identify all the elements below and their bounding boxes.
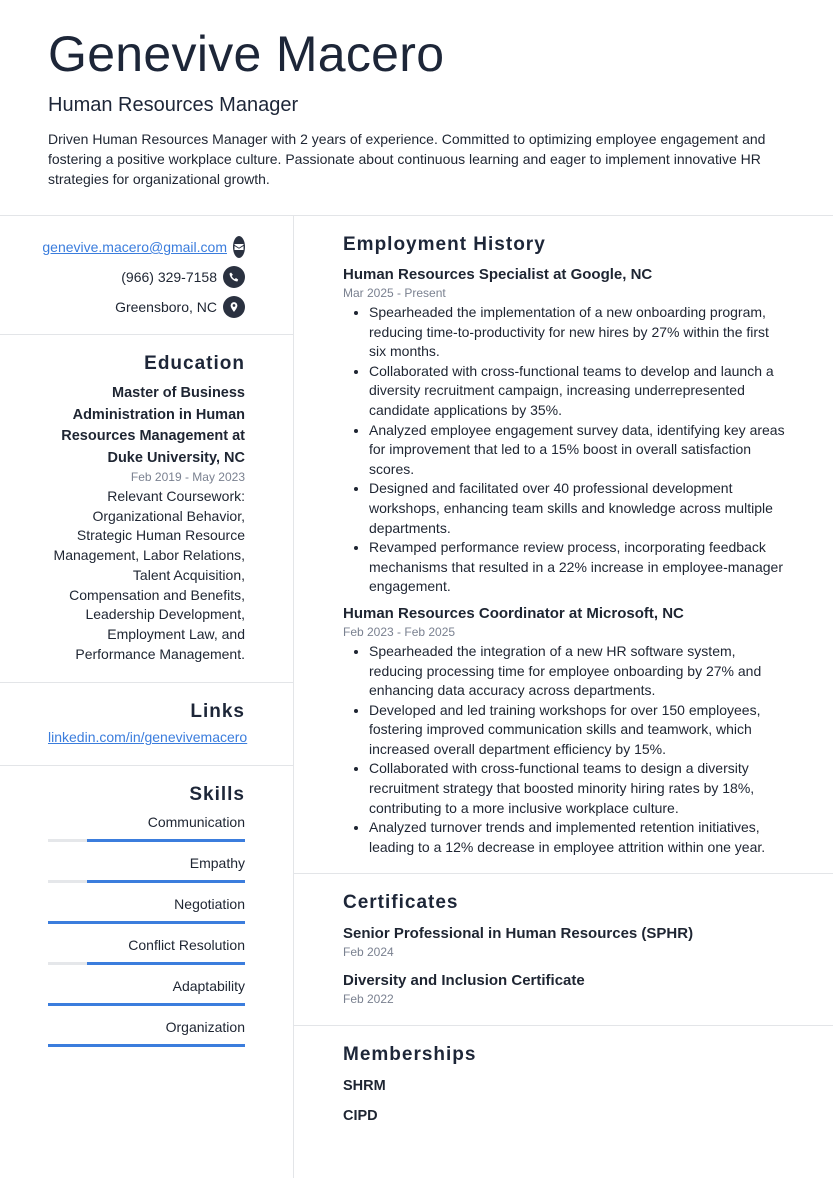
- contact-email-row: [42, 232, 245, 262]
- profile-summary: Driven Human Resources Manager with 2 years of experience. Committed to optimizing employee engagement and fostering a positive workplace culture. Passionate about continuous learning and eager to implement innovative HR strategies for organizational growth.: [48, 131, 766, 187]
- skill-level-bar: [48, 921, 245, 924]
- skill-level-bar: [48, 839, 245, 842]
- job-title: Human Resources Coordinator at Microsoft, NC: [343, 604, 684, 622]
- skill-level-bar: [48, 880, 245, 883]
- certificate-date: Feb 2022: [343, 992, 394, 1007]
- skill-level-fill: [48, 1003, 245, 1006]
- job-title: Human Resources Specialist at Google, NC: [343, 266, 653, 283]
- skill-name: Organization: [165, 1019, 245, 1036]
- education-description: Relevant Coursework: Organizational Behavior, Strategic Human Resource Management, Labor Relations, Talent Acquisition, Compensation and Benefits, Leadership Development, Employment Law, and Performance Management.: [53, 488, 245, 662]
- contact-phone-row: [48, 262, 245, 292]
- certificate-title: Diversity and Inclusion Certificate: [343, 972, 585, 990]
- skills-heading: Skills: [189, 784, 245, 806]
- job-bullet: • Collaborated with cross-functional teams to develop and launch a diversity recruitment campaign, increasing underrepresented candidate applications by 35%.: [369, 362, 785, 421]
- candidate-name: Genevive Macero: [48, 26, 445, 82]
- memberships-section: [294, 1026, 833, 1126]
- certificates-heading: Certificates: [343, 892, 459, 914]
- skill-name: Adaptability: [172, 978, 245, 995]
- job-bullets: [343, 642, 785, 858]
- phone-number: (966) 329-7158: [121, 269, 217, 285]
- job-entry: [343, 603, 785, 858]
- skills-section: [0, 766, 293, 1047]
- skills-list: [48, 812, 245, 1047]
- resume-header: [0, 0, 833, 193]
- skill-level-bar: [48, 962, 245, 965]
- job-bullets: [343, 303, 785, 597]
- skill-name: Empathy: [189, 855, 245, 872]
- job-bullet: • Analyzed turnover trends and implemented retention initiatives, leading to a 12% decrease in employee attrition within one year.: [369, 818, 785, 857]
- education-degree: Master of Business Administration in Human Resources Management at Duke University, NC: [61, 385, 245, 466]
- right-column: [294, 216, 833, 1126]
- job-bullet: • Analyzed employee engagement survey data, identifying key areas for improvement that led to a 15% boost in overall satisfaction scores.: [369, 421, 785, 480]
- employment-heading: Employment History: [343, 234, 546, 255]
- job-bullet: • Revamped performance review process, incorporating feedback mechanisms that resulted in a 22% increase in employee-manager engagement.: [369, 538, 785, 597]
- candidate-title: Human Resources Manager: [48, 94, 299, 116]
- skill-name: Communication: [147, 814, 245, 831]
- education-section: [0, 335, 293, 682]
- left-column: [0, 216, 293, 1058]
- location-pin-icon: [223, 296, 245, 318]
- job-bullet: • Designed and facilitated over 40 professional development workshops, enhancing team skills and knowledge across multiple departments.: [369, 479, 785, 538]
- linkedin-link[interactable]: linkedin.com/in/genevivemacero: [48, 729, 248, 746]
- location-text: Greensboro, NC: [115, 299, 217, 315]
- membership-item: SHRM: [343, 1078, 386, 1095]
- job-bullet: • Developed and led training workshops for over 150 employees, fostering improved communication skills and teamwork, which increased overall department efficiency by 15%.: [369, 701, 785, 760]
- skill-level-fill: [48, 1044, 245, 1047]
- education-dates: Feb 2019 - May 2023: [130, 470, 245, 484]
- job-bullet: • Collaborated with cross-functional teams to design a diversity recruitment strategy that boosted minority hiring rates by 18%, contributing to a more inclusive workplace culture.: [369, 759, 785, 818]
- job-dates: Mar 2025 - Present: [343, 286, 446, 300]
- links-section: [0, 683, 293, 765]
- memberships-heading: Memberships: [343, 1044, 477, 1066]
- skill-level-fill: [87, 880, 245, 883]
- employment-section: [294, 216, 833, 873]
- email-link[interactable]: genevive.macero@gmail.com: [42, 239, 227, 255]
- skill-level-bar: [48, 1044, 245, 1047]
- job-entry: [343, 264, 785, 597]
- phone-icon: [223, 266, 245, 288]
- job-bullet: • Spearheaded the implementation of a new onboarding program, reducing time-to-productivity for new hires by 27% within the first six months.: [369, 303, 785, 362]
- links-heading: Links: [190, 701, 245, 723]
- certificate-entry: [343, 970, 785, 1007]
- education-heading: Education: [144, 353, 245, 374]
- skill-level-fill: [87, 962, 245, 965]
- skill-level-fill: [87, 839, 245, 842]
- membership-item: CIPD: [343, 1108, 378, 1125]
- envelope-icon: [233, 236, 245, 258]
- skill-name: Negotiation: [174, 896, 245, 913]
- job-dates: Feb 2023 - Feb 2025: [343, 624, 456, 639]
- job-bullet: • Spearheaded the integration of a new HR software system, reducing processing time for employee onboarding by 27% and enhancing data accuracy across departments.: [369, 642, 785, 701]
- certificates-section: [294, 874, 833, 1025]
- certificate-date: Feb 2024: [343, 945, 394, 960]
- contact-location-row: [48, 292, 245, 322]
- skill-level-bar: [48, 1003, 245, 1006]
- certificate-title: Senior Professional in Human Resources (SPHR): [343, 925, 694, 943]
- skill-name: Conflict Resolution: [128, 937, 245, 954]
- skill-level-fill: [48, 921, 245, 924]
- contact-section: [0, 216, 293, 334]
- certificate-entry: [343, 923, 785, 960]
